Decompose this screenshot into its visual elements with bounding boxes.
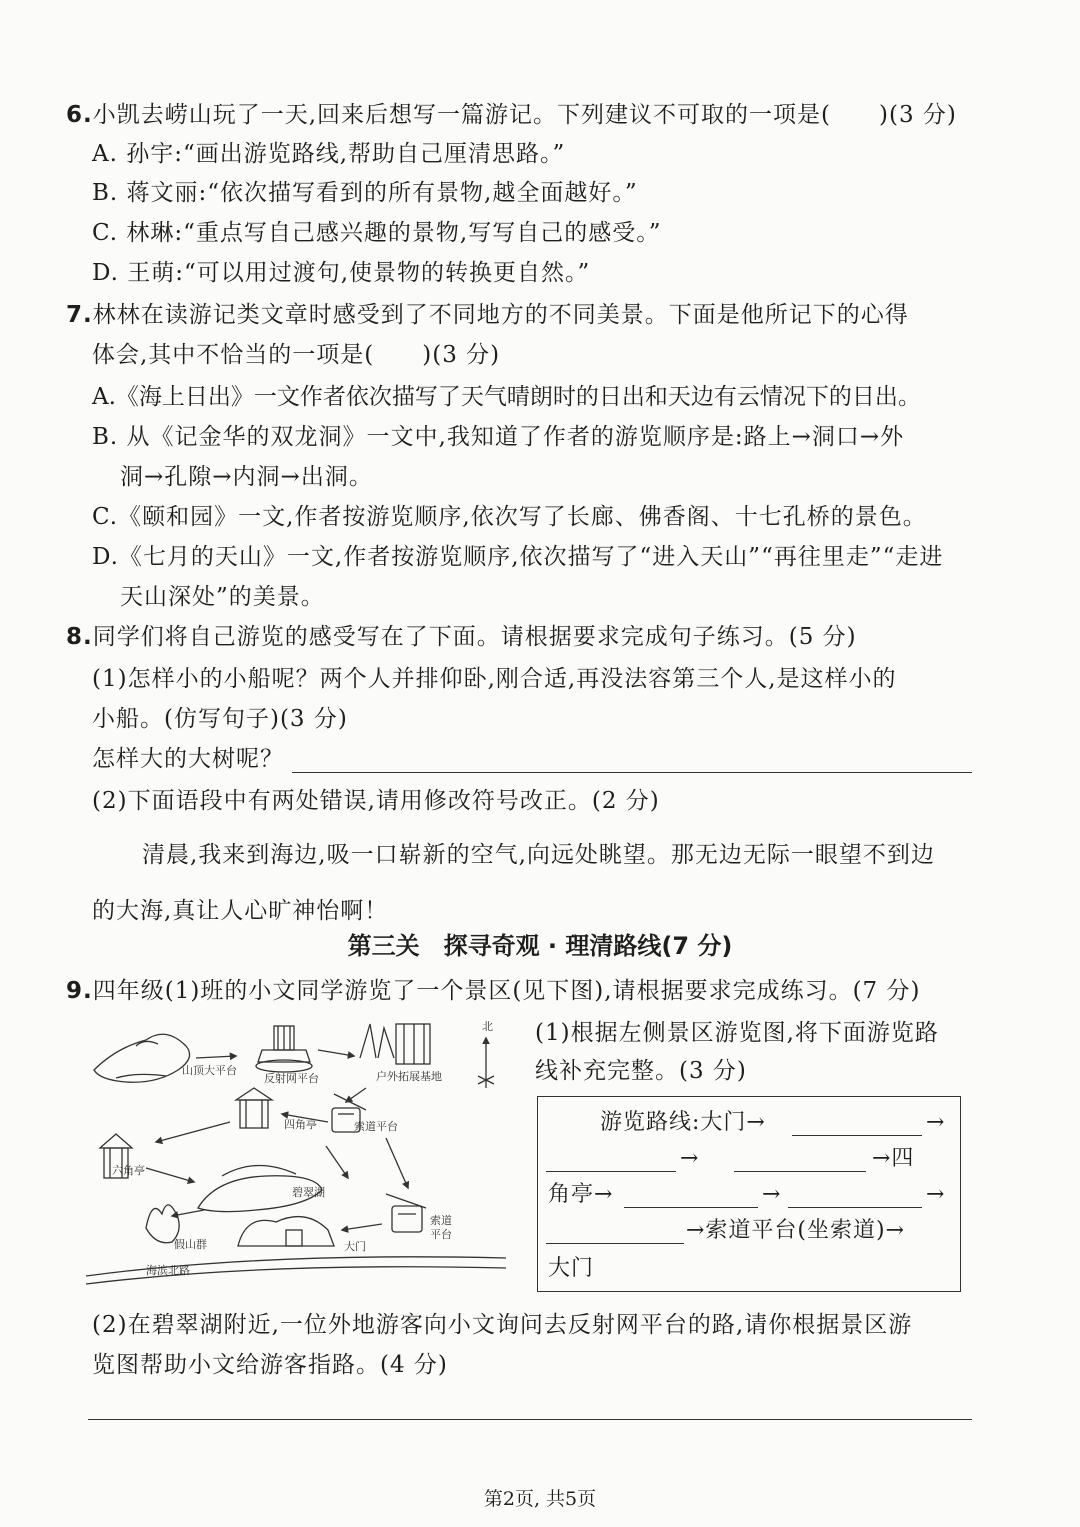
gate-label: 大门 bbox=[344, 1240, 366, 1253]
q7-option-b-cont: 洞→孔隙→内洞→出洞。 bbox=[120, 464, 373, 490]
route-blank-6[interactable] bbox=[546, 1243, 684, 1244]
scenic-area-map bbox=[86, 1018, 506, 1300]
summit-rock-icon bbox=[94, 1034, 190, 1082]
page-footer: 第2页, 共5页 bbox=[483, 1488, 597, 1510]
gate-icon bbox=[238, 1217, 334, 1246]
q7-option-b: B. 从《记金华的双龙洞》一文中,我知道了作者的游览顺序是:路上→洞口→外 bbox=[92, 424, 905, 450]
q8-passage-line1: 清晨,我来到海边,吸一口崭新的空气,向远处眺望。那无边无际一眼望不到边 bbox=[142, 842, 935, 868]
outdoor-label: 户外拓展基地 bbox=[376, 1070, 442, 1083]
route-answer-box bbox=[537, 1096, 961, 1292]
route-blank-2[interactable] bbox=[546, 1171, 676, 1172]
q8-passage-line2: 的大海,真让人心旷神怡啊！ bbox=[92, 898, 389, 924]
lake-label: 碧翠湖 bbox=[292, 1186, 325, 1199]
q8-answer-line[interactable] bbox=[292, 772, 972, 773]
q6-option-c: C. 林琳:“重点写自己感兴趣的景物,写写自己的感受。” bbox=[92, 220, 662, 246]
road-label: 海滨北路 bbox=[146, 1264, 190, 1277]
q8-part2: (2)下面语段中有两处错误,请用修改符号改正。(2 分) bbox=[92, 788, 660, 814]
route-arrow-2: → bbox=[680, 1146, 700, 1171]
route-end: 大门 bbox=[548, 1256, 595, 1281]
q9-part1-line1: (1)根据左侧景区游览图,将下面游览路 bbox=[535, 1020, 939, 1046]
section-heading: 第三关 探寻奇观 · 理清路线(7 分) bbox=[347, 932, 733, 960]
q8-part1-line1: (1)怎样小的小船呢？两个人并排仰卧,刚合适,再没法容第三个人,是这样小的 bbox=[92, 666, 897, 692]
q6-option-a: A. 孙宇:“画出游览路线,帮助自己厘清思路。” bbox=[92, 141, 566, 167]
q7-stem-line2: 体会,其中不恰当的一项是( )(3 分) bbox=[92, 342, 501, 368]
route-arrow-3: → bbox=[762, 1182, 782, 1207]
north-arrow-icon bbox=[478, 1038, 494, 1088]
reflect-platform-icon bbox=[256, 1026, 312, 1072]
rockery-label: 假山群 bbox=[174, 1238, 207, 1251]
q7-number: 7. bbox=[66, 302, 93, 328]
reflect-label: 反射网平台 bbox=[264, 1072, 319, 1085]
q7-option-a: A.《海上日出》一文作者依次描写了天气晴朗时的日出和天边有云情况下的日出。 bbox=[92, 384, 921, 410]
q8-number: 8. bbox=[66, 624, 93, 650]
route-pavilion: 角亭→ bbox=[548, 1182, 614, 1207]
route-blank-1[interactable] bbox=[792, 1135, 922, 1136]
q6-number: 6. bbox=[66, 102, 93, 128]
q9-part2-line2: 览图帮助小文给游客指路。(4 分) bbox=[92, 1352, 448, 1378]
q6-option-d: D. 王萌:“可以用过渡句,使景物的转换更自然。” bbox=[92, 260, 591, 286]
q8-stem: 8.同学们将自己游览的感受写在了下面。请根据要求完成句子练习。(5 分) bbox=[66, 624, 857, 650]
outdoor-base-icon bbox=[360, 1024, 430, 1064]
q7-option-d-cont: 天山深处”的美景。 bbox=[120, 584, 325, 610]
q9-part2-line1: (2)在碧翠湖附近,一位外地游客向小文询问去反射网平台的路,请你根据景区游 bbox=[92, 1312, 913, 1338]
ropeway-top-label: 索道平台 bbox=[354, 1120, 398, 1133]
q7-stem-line1: 7.林林在读游记类文章时感受到了不同地方的不同美景。下面是他所记下的心得 bbox=[66, 302, 909, 328]
q9-answer-line[interactable] bbox=[88, 1419, 972, 1420]
ropeway-bottom-label-2: 平台 bbox=[430, 1228, 452, 1241]
q9-number: 9. bbox=[66, 978, 93, 1004]
route-arrow-four: →四 bbox=[872, 1146, 915, 1171]
route-start: 游览路线:大门→ bbox=[600, 1110, 766, 1135]
route-arrow-4: → bbox=[926, 1182, 946, 1207]
q8-part1-prompt: 怎样大的大树呢？ bbox=[92, 746, 284, 772]
q9-stem: 9.四年级(1)班的小文同学游览了一个景区(见下图),请根据要求完成练习。(7 分) bbox=[66, 978, 921, 1004]
q6-stem: 6.小凯去崂山玩了一天,回来后想写一篇游记。下列建议不可取的一项是( )(3 分) bbox=[66, 102, 957, 128]
ropeway-bottom-label-1: 索道 bbox=[430, 1214, 452, 1227]
q7-option-d: D.《七月的天山》一文,作者按游览顺序,依次描写了“进入天山”“再往里走”“走进 bbox=[92, 544, 944, 570]
q9-part1-line2: 线补充完整。(3 分) bbox=[535, 1058, 747, 1084]
route-blank-4[interactable] bbox=[624, 1207, 758, 1208]
ropeway-bottom-icon bbox=[386, 1194, 426, 1232]
route-ropeway: →索道平台(坐索道)→ bbox=[686, 1218, 906, 1243]
q6-option-b: B. 蒋文丽:“依次描写看到的所有景物,越全面越好。” bbox=[92, 180, 638, 206]
route-blank-3[interactable] bbox=[734, 1171, 866, 1172]
square-pavilion-label: 四角亭 bbox=[284, 1118, 317, 1131]
route-arrow-1: → bbox=[926, 1110, 946, 1135]
square-pavilion-icon bbox=[236, 1088, 272, 1128]
route-blank-5[interactable] bbox=[788, 1207, 922, 1208]
summit-label: 山顶大平台 bbox=[182, 1064, 237, 1077]
q7-option-c: C.《颐和园》一文,作者按游览顺序,依次写了长廊、佛香阁、十七孔桥的景色。 bbox=[92, 504, 927, 530]
q8-part1-line2: 小船。(仿写句子)(3 分) bbox=[92, 706, 348, 732]
north-label: 北 bbox=[482, 1020, 493, 1033]
hex-pavilion-label: 六角亭 bbox=[112, 1164, 145, 1177]
